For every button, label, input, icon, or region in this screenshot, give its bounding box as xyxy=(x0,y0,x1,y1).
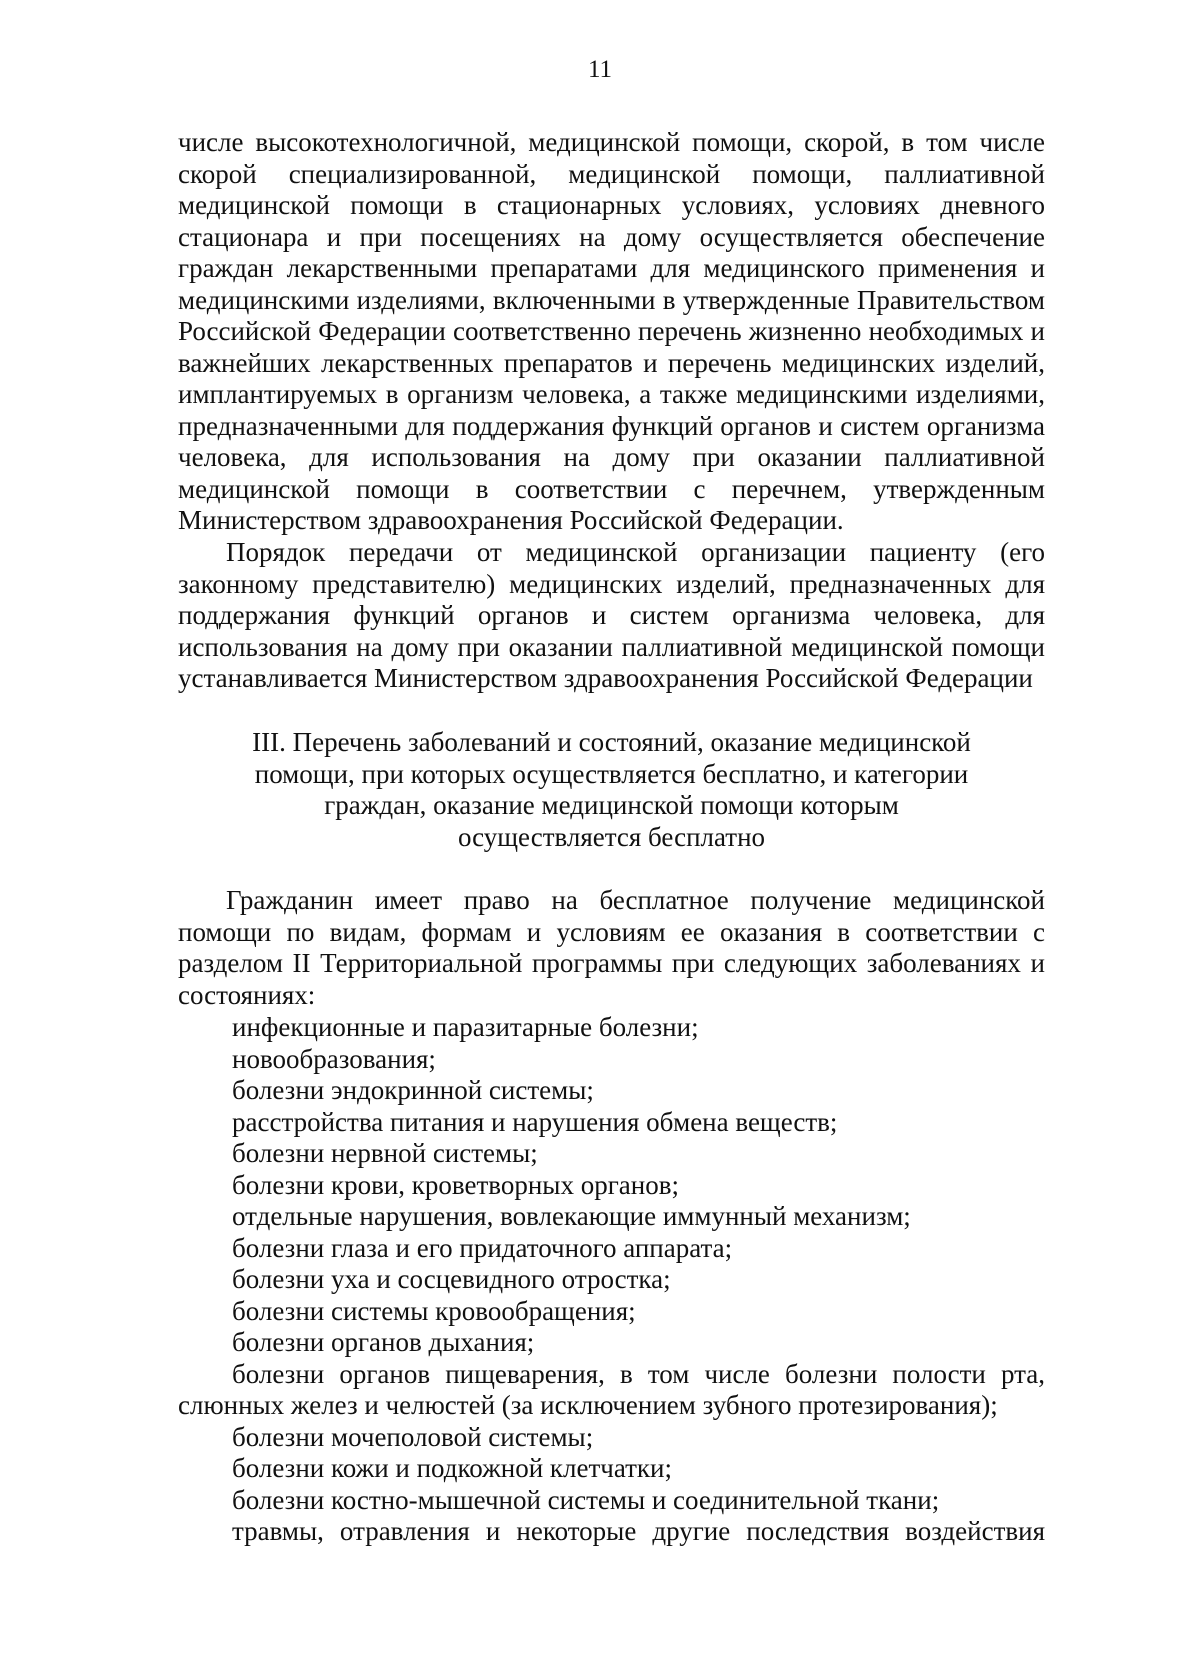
section-heading xyxy=(178,727,1045,853)
list-item: болезни мочеполовой системы; xyxy=(232,1421,594,1452)
list-item: новообразования; xyxy=(232,1043,436,1074)
list-item: болезни нервной системы; xyxy=(232,1138,538,1168)
list-item: болезни крови, кроветворных органов; xyxy=(232,1169,679,1200)
list-item: болезни костно-мышечной системы и соединительной ткани; xyxy=(232,1484,940,1515)
list-item: болезни уха и сосцевидного отростка; xyxy=(232,1264,671,1294)
paragraph-citizen-rights: Гражданин имеет право на бесплатное получение медицинской помощи по видам, формам и условиям ее оказания в соответствии с разделом II Территориальной программы при следующих заболеваниях и состояниях: xyxy=(178,885,1045,1010)
list-item: болезни системы кровообращения; xyxy=(232,1295,636,1326)
paragraph-transfer-order: Порядок передачи от медицинской организации пациенту (его законному представителю) медицинских изделий, предназначенных для поддержания функций органов и систем организма человека, для использования на дому при оказании паллиативной медицинской помощи устанавливается Министерством здравоохранения Российской Федерации xyxy=(178,537,1045,693)
list-item: болезни органов дыхания; xyxy=(232,1327,535,1357)
list-item: болезни глаза и его придаточного аппарата; xyxy=(232,1232,733,1263)
list-item: отдельные нарушения, вовлекающие иммунный механизм; xyxy=(232,1201,911,1231)
conditions-list xyxy=(178,1012,1045,1548)
list-item: болезни органов пищеварения, в том числе болезни полости рта, слюнных желез и челюстей (за исключением зубного протезирования); xyxy=(178,1358,1045,1420)
list-item: травмы, отравления и некоторые другие последствия воздействия xyxy=(232,1516,1045,1546)
list-item: болезни эндокринной системы; xyxy=(232,1075,594,1105)
section-heading-line-1: III. Перечень заболеваний и состояний, оказание медицинской xyxy=(252,727,971,757)
paragraph-block-2 xyxy=(178,537,1045,695)
list-item: расстройства питания и нарушения обмена веществ; xyxy=(232,1106,838,1137)
section-heading-line-4: осуществляется бесплатно xyxy=(457,821,766,852)
section-heading-line-3: граждан, оказание медицинской помощи которым xyxy=(324,790,899,820)
section-heading-line-2: помощи, при которых осуществляется бесплатно, и категории xyxy=(254,758,969,789)
paragraph-block-1 xyxy=(178,127,1045,537)
page-number: 11 xyxy=(587,56,613,83)
paragraph-block-3 xyxy=(178,885,1045,1011)
paragraph-continuation: числе высокотехнологичной, медицинской помощи, скорой, в том числе скорой специализированной, медицинской помощи, паллиативной медицинской помощи в стационарных условиях, условиях дневного стационара и при посещениях на дому осуществляется обеспечение граждан лекарственными препаратами для медицинского применения и медицинскими изделиями, включенными в утвержденные Правительством Российской Федерации соответственно перечень жизненно необходимых и важнейших лекарственных препаратов и перечень медицинских изделий, имплантируемых в организм человека, а также медицинскими изделиями, предназначенными для поддержания функций органов и систем организма человека, для использования на дому при оказании паллиативной медицинской помощи в соответствии с перечнем, утвержденным Министерством здравоохранения Российской Федерации. xyxy=(178,127,1045,535)
list-item: инфекционные и паразитарные болезни; xyxy=(232,1012,699,1042)
list-item: болезни кожи и подкожной клетчатки; xyxy=(232,1453,673,1483)
